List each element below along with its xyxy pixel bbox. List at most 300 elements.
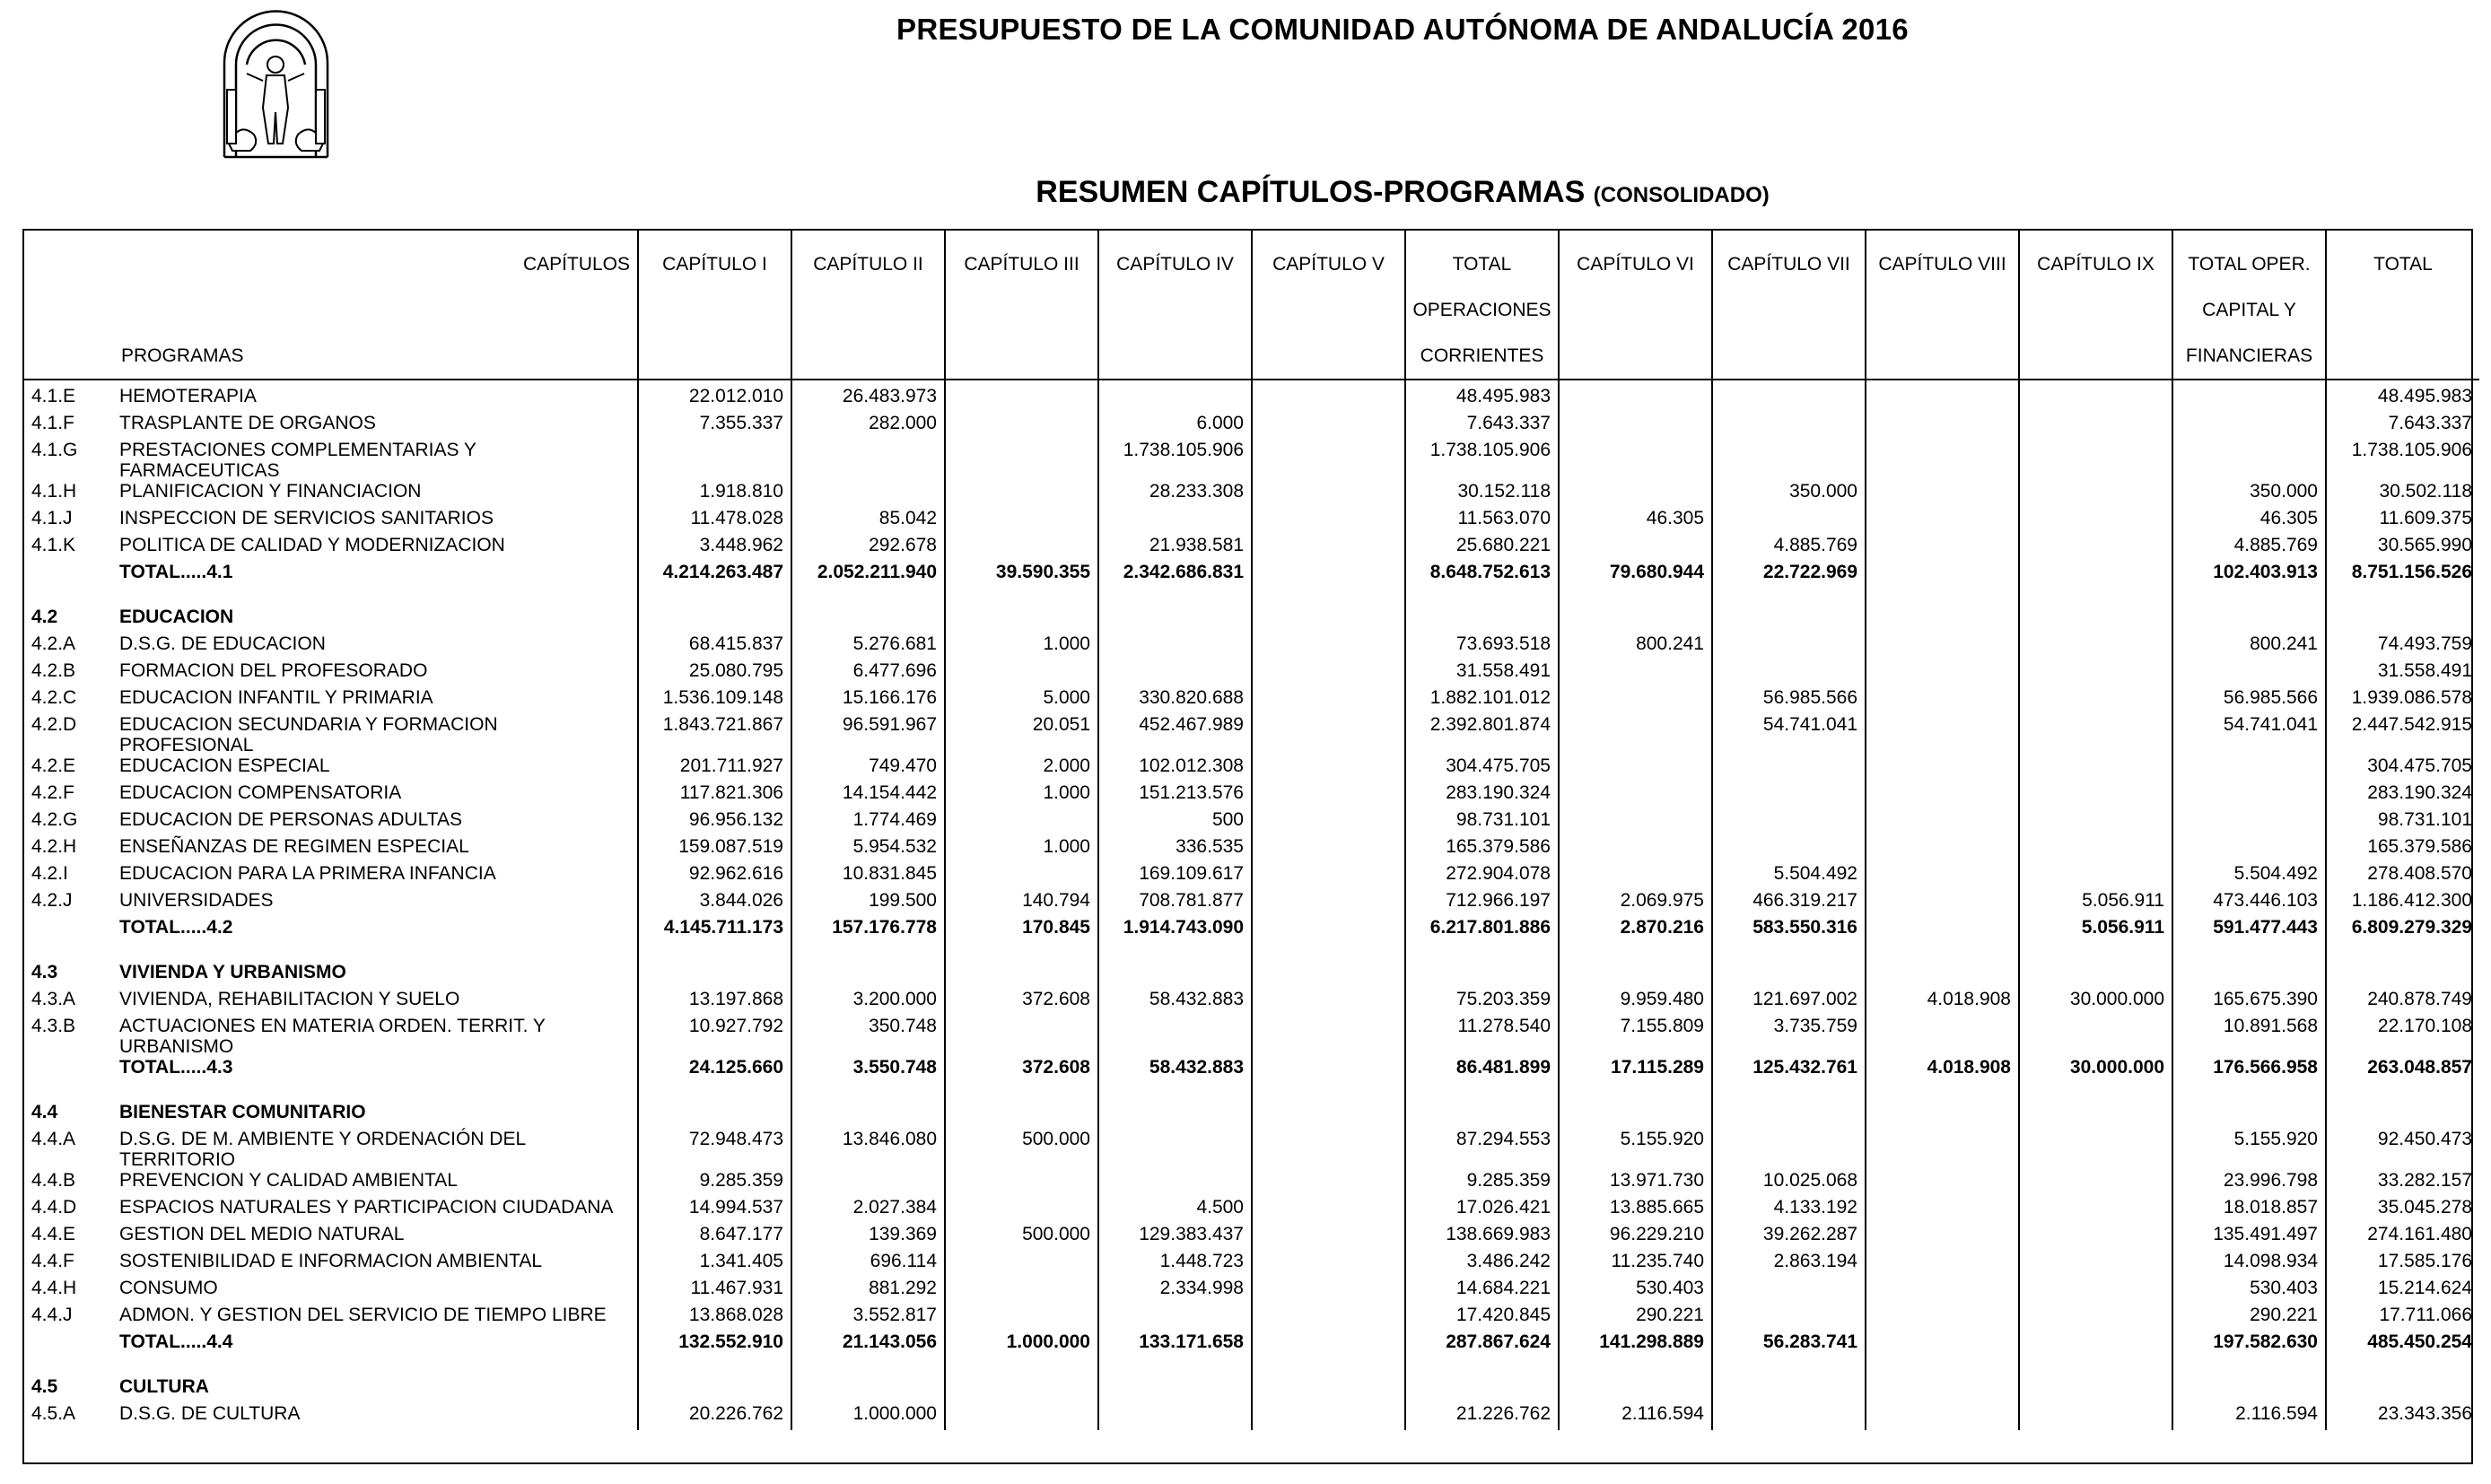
header-total: TOTAL [2326, 231, 2479, 380]
amount-cell: 21.938.581 [1098, 535, 1252, 562]
amount-cell: 8.751.156.526 [2351, 562, 2472, 582]
amount-cell [638, 589, 791, 633]
amount-cell: 87.294.553 [1405, 1129, 1559, 1170]
section-row [24, 944, 2479, 989]
amount-cell [1712, 1084, 1866, 1129]
amount-cell: 304.475.705 [1405, 755, 1559, 782]
amount-cell: 4.018.908 [1866, 1057, 2019, 1084]
amount-cell [1866, 660, 2019, 687]
program-name: POLITICA DE CALIDAD Y MODERNIZACION [112, 535, 638, 562]
amount-cell [1252, 1224, 1405, 1251]
amount-cell [1712, 589, 1866, 633]
amount-cell: 56.283.741 [1712, 1331, 1866, 1358]
amount-cell [1559, 1358, 1712, 1403]
amount-cell: 1.000 [945, 633, 1098, 660]
amount-cell [1866, 481, 2019, 508]
amount-cell: 800.241 [2172, 633, 2326, 660]
amount-cell: 336.535 [1098, 836, 1252, 863]
amount-cell: 22.722.969 [1712, 562, 1866, 589]
amount-cell: 5.954.532 [791, 836, 945, 863]
amount-cell: 6.477.696 [791, 660, 945, 687]
amount-cell: 23.343.356 [2377, 1403, 2472, 1424]
amount-cell [1559, 1084, 1712, 1129]
amount-cell [1866, 890, 2019, 917]
amount-cell [1252, 1403, 1405, 1430]
amount-cell: 15.214.624 [2377, 1278, 2472, 1298]
header-cap8: CAPÍTULO VIII [1866, 231, 2019, 380]
amount-cell [1252, 1331, 1405, 1358]
amount-cell: 18.018.857 [2172, 1197, 2326, 1224]
budget-table-frame [22, 229, 2473, 1464]
amount-cell: 17.420.845 [1405, 1305, 1559, 1331]
amount-cell: 4.885.769 [1712, 535, 1866, 562]
amount-cell: 21.226.762 [1405, 1403, 1559, 1430]
program-name: HEMOTERAPIA [112, 380, 638, 413]
amount-cell: 17.115.289 [1559, 1057, 1712, 1084]
program-name: TOTAL.....4.1 [112, 562, 638, 589]
amount-cell [1866, 1331, 2019, 1358]
table-row [24, 687, 2479, 714]
amount-cell: 98.731.101 [2377, 809, 2472, 830]
amount-cell: 881.292 [791, 1278, 945, 1305]
table-row [24, 863, 2479, 890]
amount-cell [1252, 535, 1405, 562]
amount-cell: 7.643.337 [2388, 413, 2472, 433]
program-name: TOTAL.....4.3 [112, 1057, 638, 1084]
amount-cell: 2.027.384 [791, 1197, 945, 1224]
table-row [24, 782, 2479, 809]
amount-cell [2019, 589, 2172, 633]
header-total-cap-l1: TOTAL OPER. [2188, 254, 2311, 275]
amount-cell: 165.379.586 [2367, 836, 2472, 857]
amount-cell: 30.000.000 [2019, 1057, 2172, 1084]
header-total-cap-l2: CAPITAL Y [2202, 300, 2296, 320]
amount-cell: 96.229.210 [1559, 1224, 1712, 1251]
header-programas: PROGRAMAS [121, 345, 244, 366]
amount-cell: 283.190.324 [1405, 782, 1559, 809]
amount-cell: 25.680.221 [1405, 535, 1559, 562]
amount-cell: 10.927.792 [638, 1016, 791, 1057]
amount-cell: 132.552.910 [638, 1331, 791, 1358]
amount-cell: 14.154.442 [791, 782, 945, 809]
amount-cell: 583.550.316 [1712, 917, 1866, 944]
program-name: D.S.G. DE EDUCACION [112, 633, 638, 660]
amount-cell: 48.495.983 [2377, 386, 2472, 406]
amount-cell [1559, 440, 1712, 481]
amount-cell [1866, 1358, 2019, 1403]
amount-cell [945, 1403, 1098, 1430]
program-name: D.S.G. DE M. AMBIENTE Y ORDENACIÓN DEL TERRITORIO [112, 1129, 638, 1170]
subtitle-note: (CONSOLIDADO) [1593, 183, 1770, 207]
amount-cell: 30.152.118 [1405, 481, 1559, 508]
amount-cell: 11.563.070 [1405, 508, 1559, 535]
amount-cell: 2.116.594 [1559, 1403, 1712, 1430]
amount-cell: 74.493.759 [2377, 633, 2472, 654]
program-name: EDUCACION ESPECIAL [112, 755, 638, 782]
table-row [24, 440, 2479, 481]
amount-cell: 157.176.778 [791, 917, 945, 944]
amount-cell: 1.738.105.906 [2351, 440, 2472, 460]
amount-cell: 96.591.967 [791, 714, 945, 755]
amount-cell: 135.491.497 [2172, 1224, 2326, 1251]
amount-cell: 5.155.920 [2172, 1129, 2326, 1170]
amount-cell [945, 660, 1098, 687]
amount-cell [1712, 1403, 1866, 1430]
page-title: PRESUPUESTO DE LA COMUNIDAD AUTÓNOMA DE ANDALUCÍA 2016 [896, 13, 1909, 46]
program-code: 4.4.B [31, 1170, 76, 1191]
amount-cell [1405, 1358, 1559, 1403]
amount-cell: 31.558.491 [2377, 660, 2472, 681]
program-code: 4.5 [31, 1376, 58, 1397]
amount-cell [945, 413, 1098, 440]
amount-cell [945, 380, 1098, 413]
amount-cell [1559, 836, 1712, 863]
header-total-capital [2172, 231, 2326, 380]
amount-cell [2019, 413, 2172, 440]
amount-cell [1866, 1084, 2019, 1129]
program-code: 4.4.F [31, 1251, 74, 1271]
amount-cell [2172, 589, 2326, 633]
program-name: D.S.G. DE CULTURA [112, 1403, 638, 1430]
program-code: 4.4 [31, 1102, 58, 1122]
amount-cell: 28.233.308 [1098, 481, 1252, 508]
amount-cell: 30.565.990 [2377, 535, 2472, 555]
amount-cell: 5.504.492 [2172, 863, 2326, 890]
amount-cell: 33.282.157 [2377, 1170, 2472, 1191]
program-code [24, 1331, 112, 1358]
table-row [24, 1170, 2479, 1197]
amount-cell: 1.939.086.578 [2351, 687, 2472, 708]
program-name: EDUCACION PARA LA PRIMERA INFANCIA [112, 863, 638, 890]
program-code: 4.1.E [31, 386, 76, 406]
amount-cell [2172, 660, 2326, 687]
amount-cell: 3.552.817 [791, 1305, 945, 1331]
amount-cell: 13.868.028 [638, 1305, 791, 1331]
amount-cell [2019, 440, 2172, 481]
amount-cell [2019, 714, 2172, 755]
amount-cell [1866, 1305, 2019, 1331]
amount-cell [1252, 440, 1405, 481]
amount-cell: 20.226.762 [638, 1403, 791, 1430]
amount-cell: 4.018.908 [1866, 989, 2019, 1016]
amount-cell [1559, 782, 1712, 809]
amount-cell [945, 1278, 1098, 1305]
amount-cell: 2.000 [945, 755, 1098, 782]
amount-cell [1098, 1016, 1252, 1057]
amount-cell: 240.878.749 [2367, 989, 2472, 1009]
amount-cell: 31.558.491 [1405, 660, 1559, 687]
table-row [24, 481, 2479, 508]
amount-cell [1252, 562, 1405, 589]
amount-cell: 8.648.752.613 [1405, 562, 1559, 589]
amount-cell [945, 863, 1098, 890]
amount-cell [2019, 687, 2172, 714]
amount-cell: 591.477.443 [2172, 917, 2326, 944]
amount-cell [1559, 944, 1712, 989]
amount-cell: 2.342.686.831 [1098, 562, 1252, 589]
amount-cell [2019, 535, 2172, 562]
amount-cell [2172, 413, 2326, 440]
amount-cell [1252, 714, 1405, 755]
amount-cell [791, 1358, 945, 1403]
amount-cell: 9.285.359 [1405, 1170, 1559, 1197]
amount-cell [1866, 1197, 2019, 1224]
amount-cell [791, 1170, 945, 1197]
amount-cell: 13.846.080 [791, 1129, 945, 1170]
program-code: 4.2.E [31, 755, 76, 776]
amount-cell: 75.203.359 [1405, 989, 1559, 1016]
amount-cell: 5.000 [945, 687, 1098, 714]
amount-cell: 330.820.688 [1098, 687, 1252, 714]
amount-cell: 1.000 [945, 836, 1098, 863]
amount-cell [791, 481, 945, 508]
amount-cell: 39.262.287 [1712, 1224, 1866, 1251]
amount-cell: 2.870.216 [1559, 917, 1712, 944]
amount-cell [1559, 687, 1712, 714]
header-total-corrientes [1405, 231, 1559, 380]
amount-cell [1252, 687, 1405, 714]
program-name: TRASPLANTE DE ORGANOS [112, 413, 638, 440]
amount-cell: 86.481.899 [1405, 1057, 1559, 1084]
amount-cell: 54.741.041 [1712, 714, 1866, 755]
amount-cell [1712, 1358, 1866, 1403]
amount-cell: 263.048.857 [2367, 1057, 2472, 1078]
amount-cell [1559, 481, 1712, 508]
amount-cell: 3.200.000 [791, 989, 945, 1016]
amount-cell [1712, 1305, 1866, 1331]
table-row [24, 380, 2479, 413]
amount-cell: 14.098.934 [2172, 1251, 2326, 1278]
program-name: VIVIENDA Y URBANISMO [112, 944, 638, 989]
program-code [24, 917, 112, 944]
program-name: EDUCACION INFANTIL Y PRIMARIA [112, 687, 638, 714]
amount-cell: 3.735.759 [1712, 1016, 1866, 1057]
amount-cell [1252, 660, 1405, 687]
amount-cell: 15.166.176 [791, 687, 945, 714]
table-row [24, 1251, 2479, 1278]
amount-cell: 292.678 [791, 535, 945, 562]
amount-cell: 85.042 [791, 508, 945, 535]
amount-cell: 274.161.480 [2367, 1224, 2472, 1244]
table-row [24, 1305, 2479, 1331]
total-row [24, 1331, 2479, 1358]
amount-cell [638, 944, 791, 989]
table-row [24, 660, 2479, 687]
amount-cell: 102.403.913 [2172, 562, 2326, 589]
program-name: ACTUACIONES EN MATERIA ORDEN. TERRIT. Y URBANISMO [112, 1016, 638, 1057]
amount-cell: 22.170.108 [2377, 1016, 2472, 1036]
amount-cell: 13.885.665 [1559, 1197, 1712, 1224]
amount-cell: 165.379.586 [1405, 836, 1559, 863]
program-name: CONSUMO [112, 1278, 638, 1305]
amount-cell [2326, 944, 2479, 989]
table-row [24, 1197, 2479, 1224]
amount-cell: 2.863.194 [1712, 1251, 1866, 1278]
amount-cell: 54.741.041 [2172, 714, 2326, 755]
amount-cell [1712, 633, 1866, 660]
program-name: EDUCACION [112, 589, 638, 633]
amount-cell [1712, 660, 1866, 687]
amount-cell: 170.845 [945, 917, 1098, 944]
amount-cell [1712, 755, 1866, 782]
amount-cell [945, 809, 1098, 836]
amount-cell: 13.971.730 [1559, 1170, 1712, 1197]
table-row [24, 836, 2479, 863]
amount-cell [1866, 1278, 2019, 1305]
amount-cell: 121.697.002 [1712, 989, 1866, 1016]
amount-cell: 4.214.263.487 [638, 562, 791, 589]
amount-cell [1712, 413, 1866, 440]
amount-cell: 350.000 [1712, 481, 1866, 508]
header-total-cap-l3: FINANCIERAS [2185, 345, 2313, 366]
amount-cell: 5.056.911 [2019, 917, 2172, 944]
program-name: ESPACIOS NATURALES Y PARTICIPACION CIUDADANA [112, 1197, 638, 1224]
amount-cell [1866, 589, 2019, 633]
amount-cell [2019, 809, 2172, 836]
amount-cell [1712, 1129, 1866, 1170]
total-row [24, 917, 2479, 944]
amount-cell: 30.502.118 [2379, 481, 2472, 502]
amount-cell [1098, 1129, 1252, 1170]
program-code: 4.3.B [31, 1016, 76, 1036]
amount-cell [1559, 809, 1712, 836]
amount-cell [1866, 413, 2019, 440]
amount-cell [945, 440, 1098, 481]
amount-cell: 1.341.405 [638, 1251, 791, 1278]
amount-cell [2172, 944, 2326, 989]
amount-cell: 133.171.658 [1098, 1331, 1252, 1358]
amount-cell [1559, 714, 1712, 755]
amount-cell [945, 944, 1098, 989]
amount-cell: 749.470 [791, 755, 945, 782]
amount-cell: 58.432.883 [1098, 989, 1252, 1016]
program-name: ADMON. Y GESTION DEL SERVICIO DE TIEMPO LIBRE [112, 1305, 638, 1331]
amount-cell: 6.217.801.886 [1405, 917, 1559, 944]
amount-cell: 117.821.306 [638, 782, 791, 809]
amount-cell: 1.186.412.300 [2351, 890, 2472, 911]
amount-cell [1098, 944, 1252, 989]
amount-cell [1098, 380, 1252, 413]
amount-cell [638, 1358, 791, 1403]
amount-cell [1559, 863, 1712, 890]
amount-cell: 2.052.211.940 [791, 562, 945, 589]
amount-cell: 1.882.101.012 [1405, 687, 1559, 714]
program-code: 4.1.H [31, 481, 77, 502]
amount-cell: 79.680.944 [1559, 562, 1712, 589]
table-row [24, 633, 2479, 660]
amount-cell: 372.608 [945, 1057, 1098, 1084]
amount-cell: 10.891.568 [2172, 1016, 2326, 1057]
amount-cell: 140.794 [945, 890, 1098, 917]
amount-cell [945, 1197, 1098, 1224]
amount-cell [1866, 917, 2019, 944]
amount-cell [2019, 1170, 2172, 1197]
amount-cell [2019, 836, 2172, 863]
amount-cell [2019, 863, 2172, 890]
amount-cell: 1.738.105.906 [1098, 440, 1252, 481]
program-name: VIVIENDA, REHABILITACION Y SUELO [112, 989, 638, 1016]
amount-cell: 372.608 [945, 989, 1098, 1016]
program-name: SOSTENIBILIDAD E INFORMACION AMBIENTAL [112, 1251, 638, 1278]
amount-cell [1866, 562, 2019, 589]
amount-cell: 46.305 [2172, 508, 2326, 535]
amount-cell: 7.643.337 [1405, 413, 1559, 440]
amount-cell [638, 440, 791, 481]
amount-cell [945, 1170, 1098, 1197]
program-code: 4.2.F [31, 782, 74, 803]
amount-cell [1098, 633, 1252, 660]
amount-cell [1252, 1278, 1405, 1305]
amount-cell [1866, 714, 2019, 755]
amount-cell [2019, 1305, 2172, 1331]
amount-cell [1405, 589, 1559, 633]
table-row [24, 1129, 2479, 1170]
amount-cell: 141.298.889 [1559, 1331, 1712, 1358]
amount-cell: 17.711.066 [2379, 1305, 2472, 1325]
amount-cell: 39.590.355 [945, 562, 1098, 589]
amount-cell [2019, 1251, 2172, 1278]
amount-cell [1252, 481, 1405, 508]
amount-cell: 68.415.837 [638, 633, 791, 660]
amount-cell [1559, 660, 1712, 687]
amount-cell [1712, 809, 1866, 836]
amount-cell [1866, 1016, 2019, 1057]
amount-cell [1866, 1129, 2019, 1170]
amount-cell [2019, 633, 2172, 660]
header-total-corr-l3: CORRIENTES [1420, 345, 1544, 366]
amount-cell: 56.985.566 [2172, 687, 2326, 714]
total-row [24, 1057, 2479, 1084]
amount-cell: 11.278.540 [1405, 1016, 1559, 1057]
amount-cell [945, 1305, 1098, 1331]
amount-cell [1098, 660, 1252, 687]
amount-cell [1252, 755, 1405, 782]
section-row [24, 1358, 2479, 1403]
program-name: PLANIFICACION Y FINANCIACION [112, 481, 638, 508]
amount-cell [2019, 782, 2172, 809]
amount-cell [1252, 1170, 1405, 1197]
amount-cell: 6.000 [1098, 413, 1252, 440]
program-name: GESTION DEL MEDIO NATURAL [112, 1224, 638, 1251]
amount-cell: 800.241 [1559, 633, 1712, 660]
amount-cell: 35.045.278 [2377, 1197, 2472, 1218]
header-cap7: CAPÍTULO VII [1712, 231, 1866, 380]
table-row [24, 755, 2479, 782]
amount-cell [2019, 481, 2172, 508]
program-code: 4.3.A [31, 989, 76, 1009]
amount-cell [1866, 944, 2019, 989]
amount-cell [1252, 989, 1405, 1016]
amount-cell: 4.885.769 [2172, 535, 2326, 562]
amount-cell: 24.125.660 [638, 1057, 791, 1084]
amount-cell: 4.145.711.173 [638, 917, 791, 944]
amount-cell [1252, 1057, 1405, 1084]
amount-cell: 287.867.624 [1405, 1331, 1559, 1358]
amount-cell [1252, 380, 1405, 413]
amount-cell [791, 589, 945, 633]
amount-cell [2019, 1358, 2172, 1403]
amount-cell [2019, 562, 2172, 589]
table-row [24, 989, 2479, 1016]
amount-cell [1866, 380, 2019, 413]
program-name: TOTAL.....4.4 [112, 1331, 638, 1358]
table-body [24, 380, 2479, 1430]
amount-cell: 7.155.809 [1559, 1016, 1712, 1057]
amount-cell: 1.000.000 [791, 1403, 945, 1430]
program-code: 4.4.E [31, 1224, 76, 1244]
amount-cell [1712, 380, 1866, 413]
amount-cell: 452.467.989 [1098, 714, 1252, 755]
